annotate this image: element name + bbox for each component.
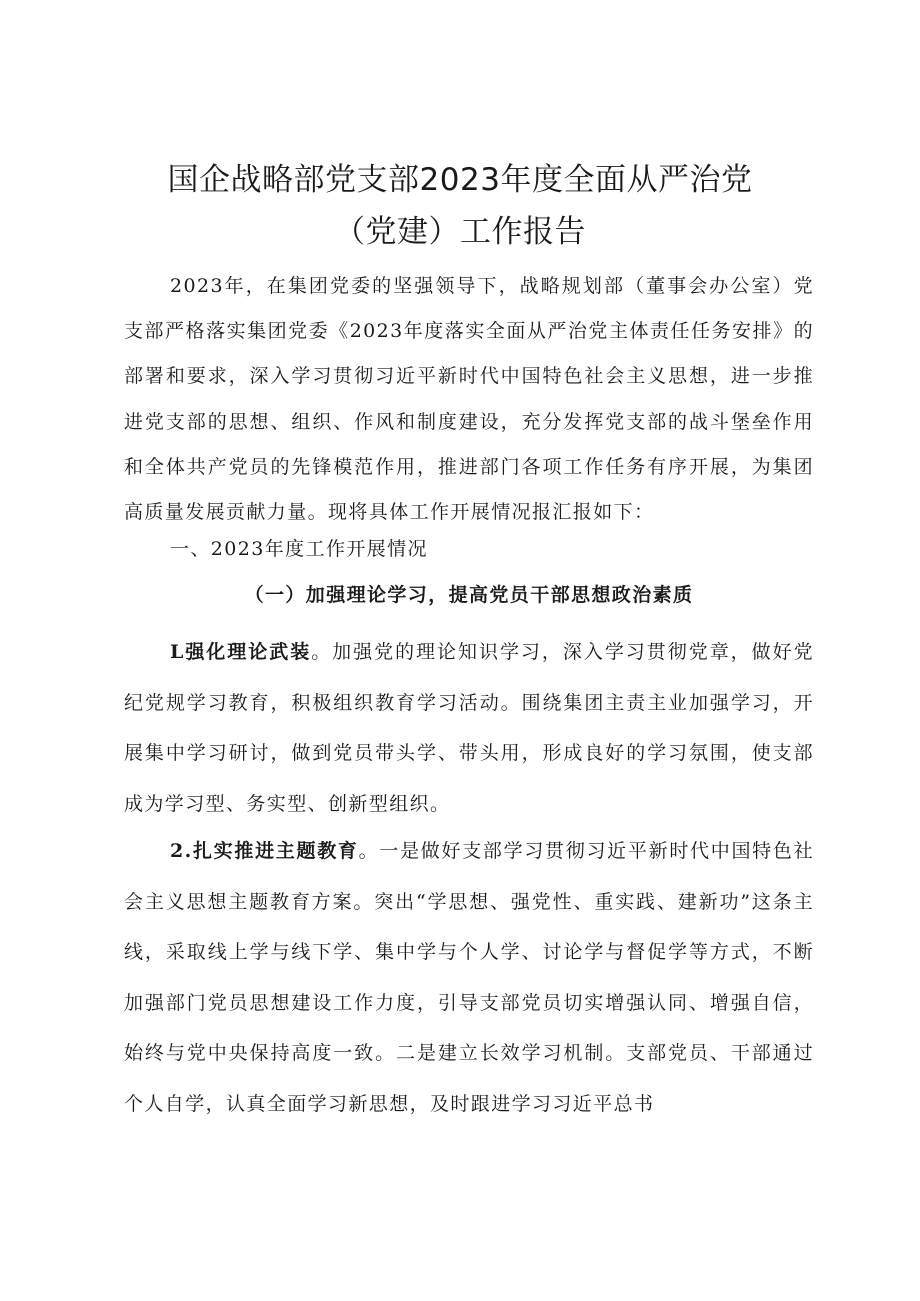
item-1-paragraph [124,627,814,829]
section-heading: 一、2023年度工作开展情况 [170,538,428,560]
item-1-lead: L强化理论武装 [170,641,312,663]
item-2-text: 。一是做好支部学习贯彻习近平新时代中国特色社会主义思想主题教育方案。突出“学思想、强党性、重实践、建新功”这条主线，采取线上学与线下学、集中学与个人学、讨论学与督促学等方式，不断加强部门党员思想建设工作力度，引导支部党员切实增强认同、增强自信，始终与党中央保持高度一致。二是建立长效学习机制。支部党员、干部通过个人自学，认真全面学习新思想，及时跟进学习习近平总书 [124,840,814,1115]
item-1-text: 。加强党的理论知识学习，深入学习贯彻党章，做好党纪党规学习教育，积极组织教育学习活动。围绕集团主责主业加强学习，开展集中学习研讨，做到党员带头学、带头用，形成良好的学习氛围，使支部成为学习型、务实型、创新型组织。 [124,641,814,815]
intro-paragraph: 2023年，在集团党委的坚强领导下，战略规划部（董事会办公室）党支部严格落实集团党委《2023年度落实全面从严治党主体责任任务安排》的部署和要求，深入学习贯彻习近平新时代中国特色社会主义思想，进一步推进党支部的思想、组织、作风和制度建设，充分发挥党支部的战斗堡垒作用和全体共产党员的先锋模范作用，推进部门各项工作任务有序开展，为集团高质量发展贡献力量。现将具体工作开展情况报汇报如下： [124,275,814,524]
document-title-line-1: 国企战略部党支部2023年度全面从严治党 [167,162,753,198]
document-title-line-2: （党建）工作报告 [334,214,586,250]
item-2-paragraph [124,826,814,1129]
subsection-heading: （一）加强理论学习，提高党员干部思想政治素质 [244,584,694,606]
item-2-lead: 2.扎实推进主题教育 [170,840,359,862]
